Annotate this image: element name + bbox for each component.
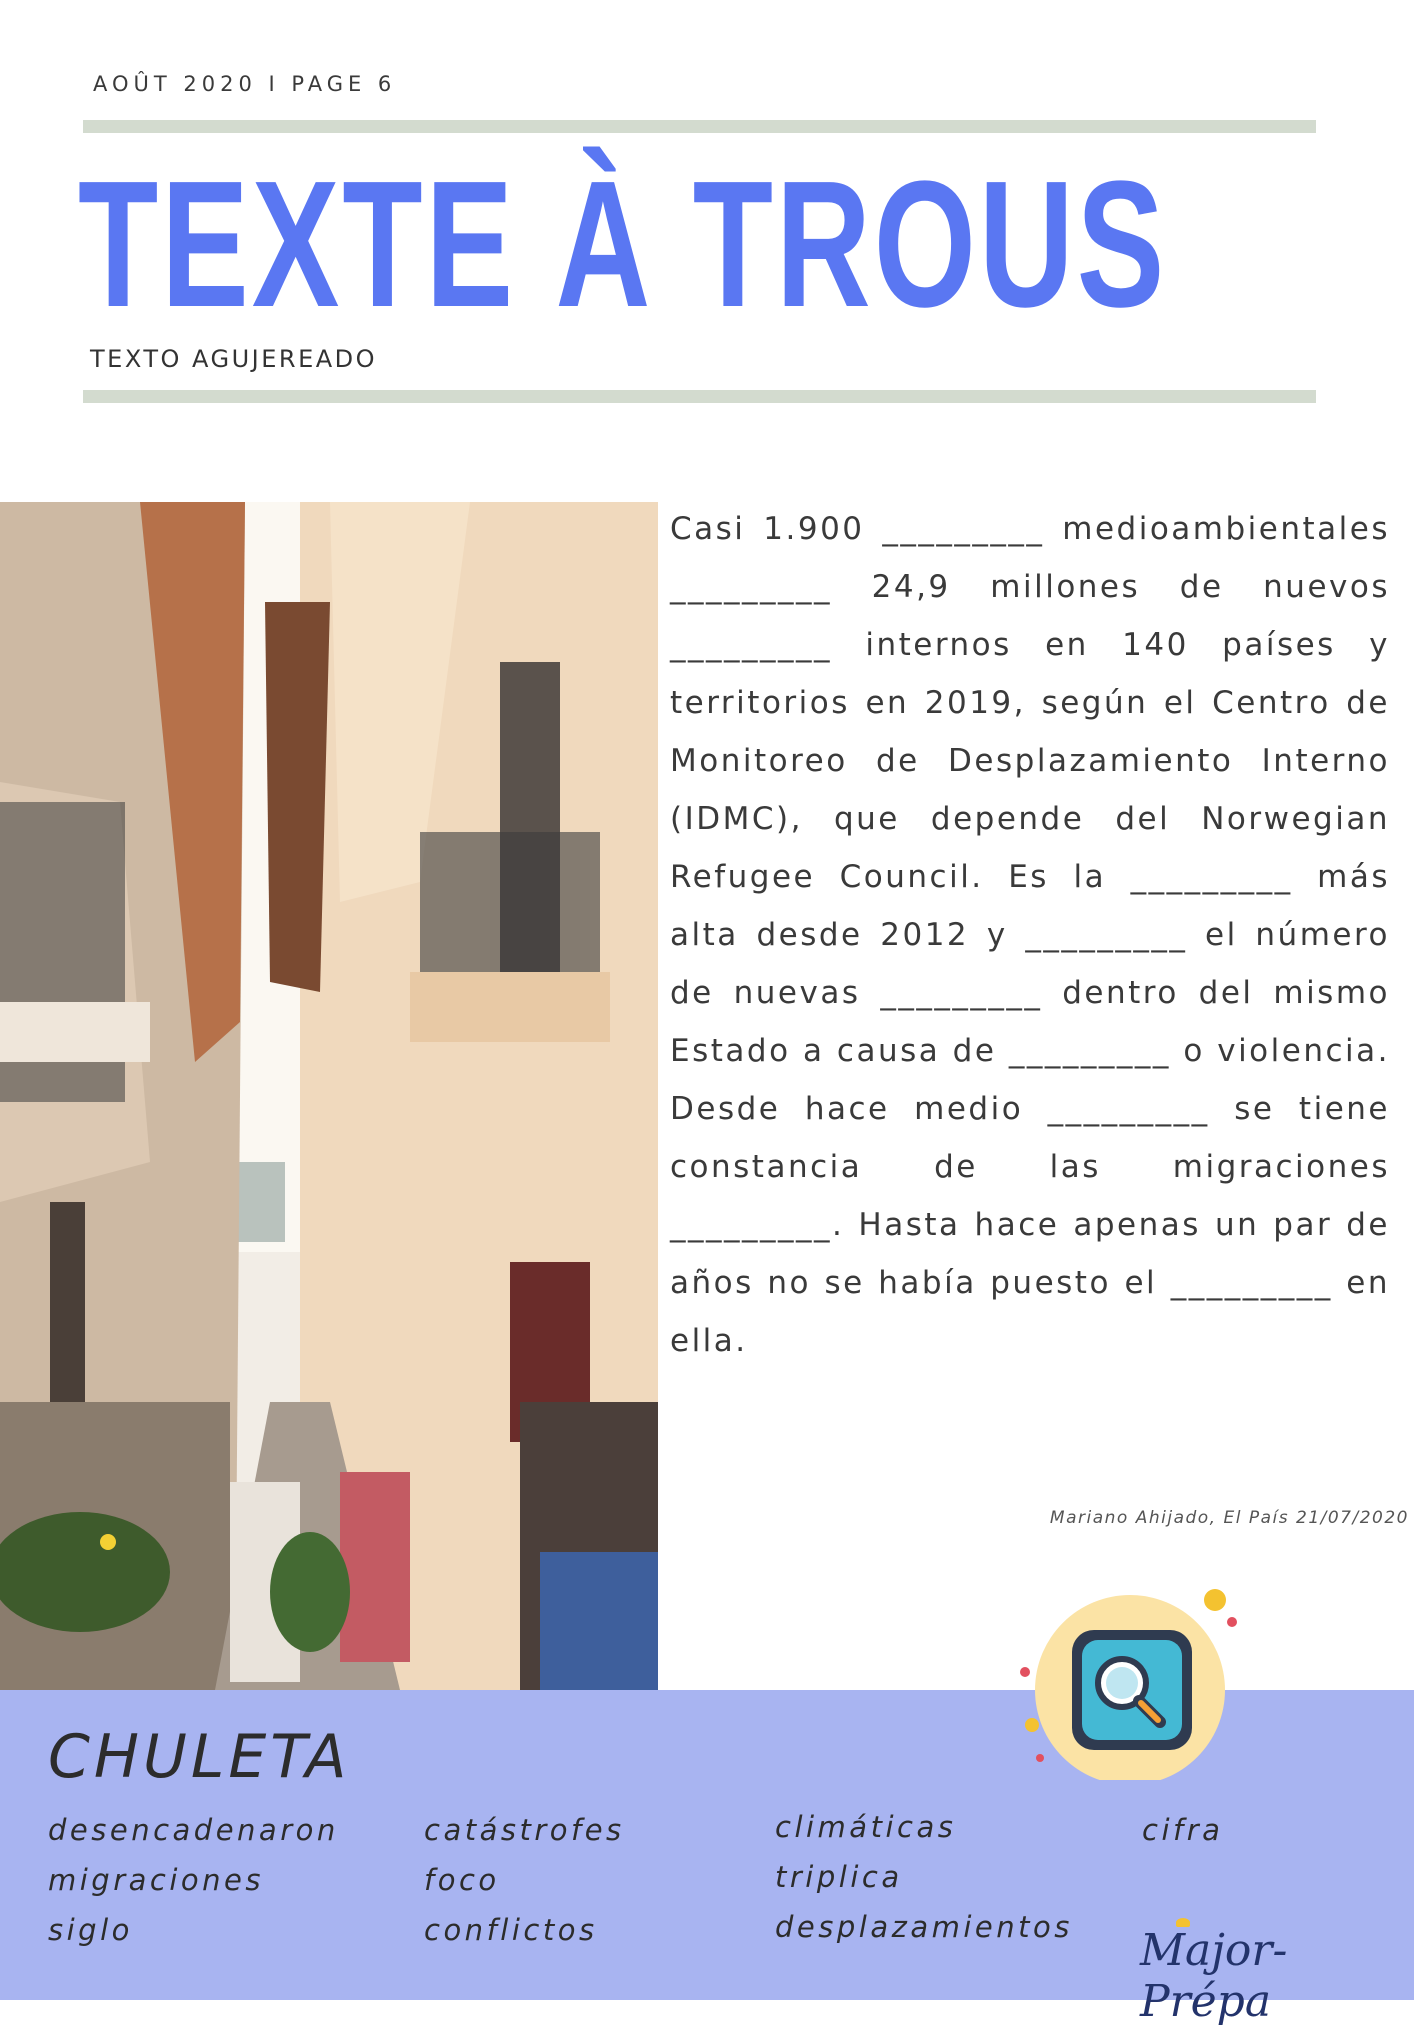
word-migraciones: migraciones bbox=[48, 1863, 264, 1897]
word-siglo: siglo bbox=[48, 1913, 133, 1947]
word-conflictos: conflictos bbox=[424, 1913, 598, 1947]
issue-date-page: AOÛT 2020 I PAGE 6 bbox=[93, 72, 397, 96]
page-title: TEXTE À TROUS bbox=[78, 144, 1168, 345]
source-credit: Mariano Ahijado, El País 21/07/2020 bbox=[1049, 1508, 1409, 1528]
word-catastrofes: catástrofes bbox=[424, 1813, 625, 1847]
top-divider bbox=[83, 120, 1316, 133]
word-cifra: cifra bbox=[1142, 1813, 1224, 1847]
street-photo bbox=[0, 502, 658, 1690]
brand-logo: Major-Prépa bbox=[1140, 1925, 1288, 2027]
bottom-divider bbox=[83, 390, 1316, 403]
word-foco: foco bbox=[424, 1863, 500, 1897]
word-desplazamientos: desplazamientos bbox=[775, 1910, 1073, 1944]
word-desencadenaron: desencadenaron bbox=[48, 1813, 339, 1847]
magnifier-badge bbox=[1010, 1580, 1250, 1780]
cheat-sheet-title: CHULETA bbox=[48, 1722, 351, 1792]
word-climaticas: climáticas bbox=[775, 1810, 957, 1844]
page-subtitle: TEXTO AGUJEREADO bbox=[90, 345, 378, 373]
word-triplica: triplica bbox=[775, 1860, 903, 1894]
magnifier-icon bbox=[1010, 1580, 1250, 1780]
fill-in-blank-passage: Casi 1.900 _________ medioambientales _________ 24,9 millones de nuevos _________ internos en 140 países y territorios en 2019, según el Centro de Monitoreo de Desplazamiento Interno (IDMC), que depende del Norwegian Refugee Council. Es la _________ más alta desde 2012 y _________ el número de nuevas _________ dentro del mismo Estado a causa de _________ o violencia. Desde hace medio _________ se tiene constancia de las migraciones _________. Hasta hace apenas un par de años no se había puesto el _________ en ella. bbox=[670, 511, 1390, 1359]
